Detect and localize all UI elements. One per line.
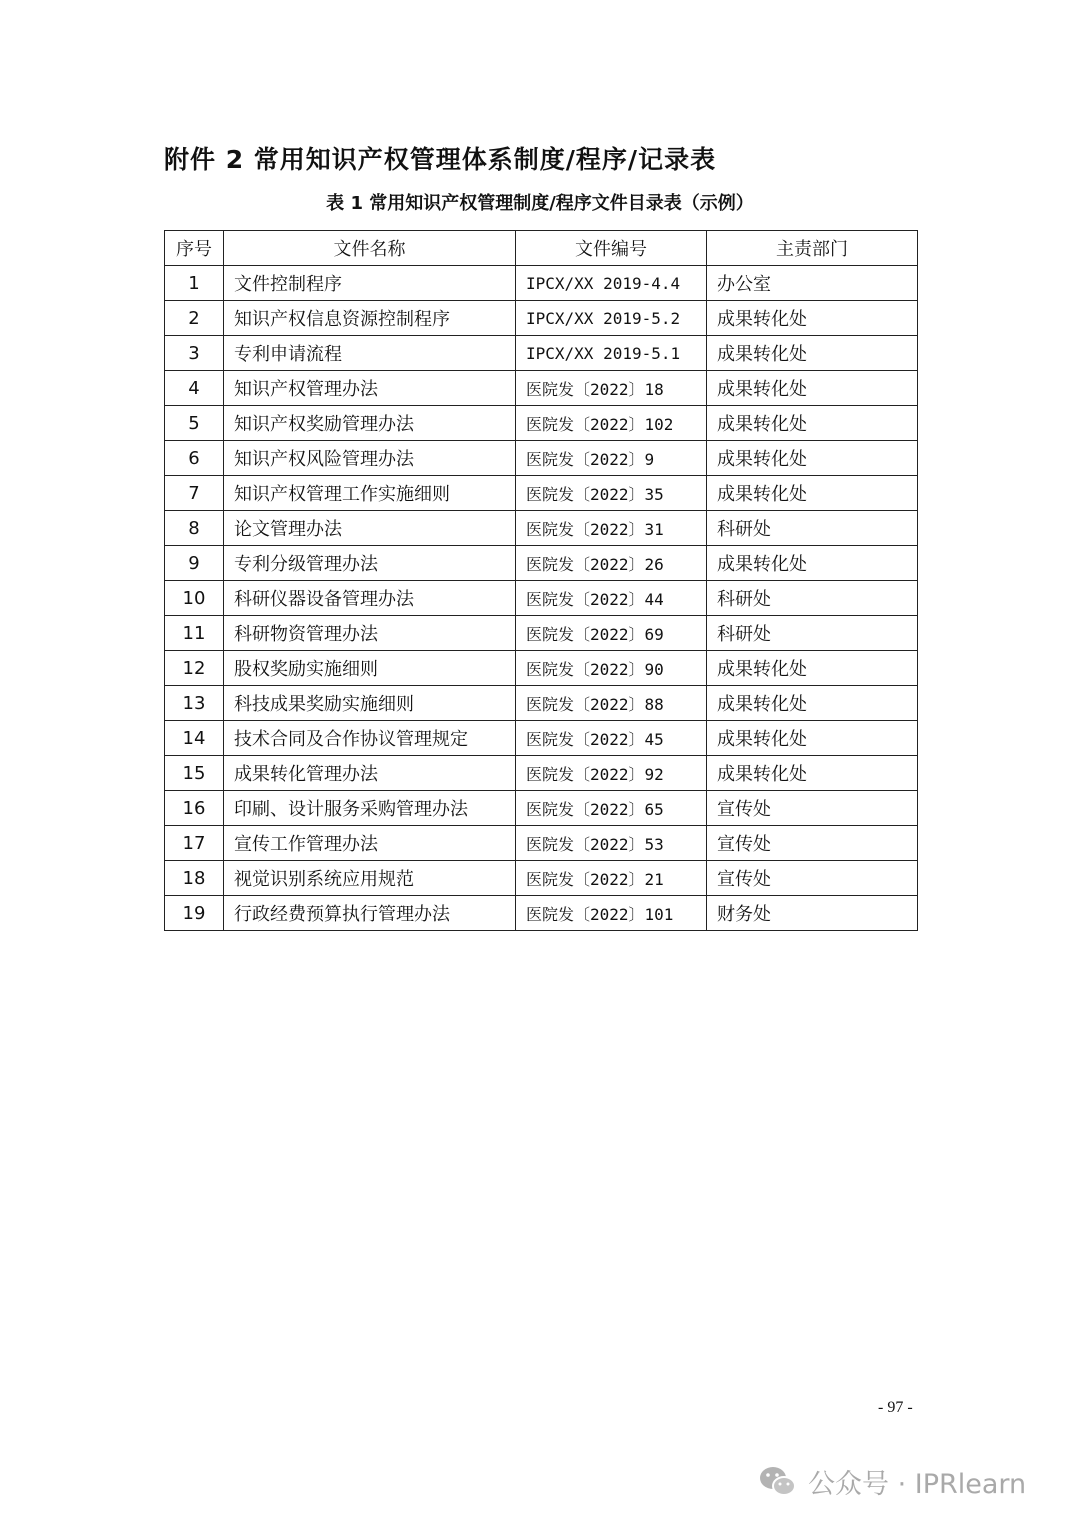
table-caption: 表 1 常用知识产权管理制度/程序文件目录表（示例） (326, 193, 754, 214)
table-row (165, 546, 918, 581)
cell-dept: 成果转化处 (707, 651, 918, 686)
cell-dept: 成果转化处 (707, 336, 918, 371)
cell-name: 科技成果奖励实施细则 (224, 686, 516, 721)
cell-dept: 成果转化处 (707, 686, 918, 721)
cell-code: IPCX/XX 2019-4.4 (516, 266, 707, 301)
page-number: - 97 - (878, 1399, 913, 1416)
cell-dept: 宣传处 (707, 826, 918, 861)
cell-code: 医院发〔2022〕102 (516, 406, 707, 441)
cell-dept: 宣传处 (707, 861, 918, 896)
cell-code: 医院发〔2022〕9 (516, 441, 707, 476)
cell-no: 2 (165, 301, 224, 336)
cell-dept: 宣传处 (707, 791, 918, 826)
cell-no: 18 (165, 861, 224, 896)
cell-code: 医院发〔2022〕53 (516, 826, 707, 861)
cell-no: 19 (165, 896, 224, 931)
cell-dept: 成果转化处 (707, 721, 918, 756)
cell-dept: 办公室 (707, 266, 918, 301)
cell-no: 7 (165, 476, 224, 511)
table-row (165, 896, 918, 931)
table-row (165, 476, 918, 511)
cell-no: 13 (165, 686, 224, 721)
cell-dept: 科研处 (707, 511, 918, 546)
table-row (165, 721, 918, 756)
cell-code: IPCX/XX 2019-5.1 (516, 336, 707, 371)
header-no: 序号 (165, 231, 224, 266)
cell-dept: 科研处 (707, 616, 918, 651)
cell-code: 医院发〔2022〕45 (516, 721, 707, 756)
cell-no: 10 (165, 581, 224, 616)
header-code: 文件编号 (516, 231, 707, 266)
cell-dept: 科研处 (707, 581, 918, 616)
cell-dept: 成果转化处 (707, 546, 918, 581)
cell-code: 医院发〔2022〕21 (516, 861, 707, 896)
table-row (165, 756, 918, 791)
wechat-icon (758, 1465, 798, 1499)
cell-name: 知识产权管理办法 (224, 371, 516, 406)
table-row (165, 336, 918, 371)
cell-no: 12 (165, 651, 224, 686)
cell-code: 医院发〔2022〕88 (516, 686, 707, 721)
table-body (165, 266, 918, 931)
cell-name: 专利分级管理办法 (224, 546, 516, 581)
table-row (165, 406, 918, 441)
cell-dept: 成果转化处 (707, 406, 918, 441)
cell-no: 15 (165, 756, 224, 791)
table-row (165, 371, 918, 406)
cell-code: 医院发〔2022〕31 (516, 511, 707, 546)
table-row (165, 651, 918, 686)
cell-no: 17 (165, 826, 224, 861)
cell-name: 专利申请流程 (224, 336, 516, 371)
cell-code: 医院发〔2022〕44 (516, 581, 707, 616)
table-row (165, 301, 918, 336)
cell-name: 科研物资管理办法 (224, 616, 516, 651)
cell-name: 行政经费预算执行管理办法 (224, 896, 516, 931)
header-dept: 主责部门 (707, 231, 918, 266)
cell-dept: 成果转化处 (707, 371, 918, 406)
cell-name: 股权奖励实施细则 (224, 651, 516, 686)
cell-no: 1 (165, 266, 224, 301)
cell-dept: 成果转化处 (707, 441, 918, 476)
cell-name: 文件控制程序 (224, 266, 516, 301)
header-name: 文件名称 (224, 231, 516, 266)
cell-dept: 成果转化处 (707, 476, 918, 511)
cell-code: 医院发〔2022〕69 (516, 616, 707, 651)
cell-name: 宣传工作管理办法 (224, 826, 516, 861)
table-row (165, 441, 918, 476)
page-heading: 附件 2 常用知识产权管理体系制度/程序/记录表 (164, 145, 717, 174)
cell-name: 技术合同及合作协议管理规定 (224, 721, 516, 756)
cell-code: 医院发〔2022〕26 (516, 546, 707, 581)
table-row (165, 861, 918, 896)
cell-name: 论文管理办法 (224, 511, 516, 546)
table-header-row (165, 231, 918, 266)
cell-name: 成果转化管理办法 (224, 756, 516, 791)
cell-name: 视觉识别系统应用规范 (224, 861, 516, 896)
cell-code: 医院发〔2022〕92 (516, 756, 707, 791)
cell-name: 科研仪器设备管理办法 (224, 581, 516, 616)
cell-code: 医院发〔2022〕101 (516, 896, 707, 931)
cell-no: 3 (165, 336, 224, 371)
table-row (165, 266, 918, 301)
table-row (165, 581, 918, 616)
cell-code: 医院发〔2022〕90 (516, 651, 707, 686)
table-row (165, 826, 918, 861)
cell-no: 6 (165, 441, 224, 476)
cell-code: 医院发〔2022〕35 (516, 476, 707, 511)
cell-no: 4 (165, 371, 224, 406)
cell-no: 5 (165, 406, 224, 441)
watermark (758, 1462, 1026, 1501)
cell-dept: 成果转化处 (707, 756, 918, 791)
cell-code: 医院发〔2022〕65 (516, 791, 707, 826)
table-row (165, 511, 918, 546)
watermark-text: 公众号 · IPRlearn (808, 1469, 1027, 1500)
cell-no: 14 (165, 721, 224, 756)
table-row (165, 791, 918, 826)
cell-code: 医院发〔2022〕18 (516, 371, 707, 406)
cell-name: 知识产权管理工作实施细则 (224, 476, 516, 511)
cell-name: 知识产权信息资源控制程序 (224, 301, 516, 336)
cell-name: 印刷、设计服务采购管理办法 (224, 791, 516, 826)
cell-dept: 财务处 (707, 896, 918, 931)
cell-code: IPCX/XX 2019-5.2 (516, 301, 707, 336)
cell-no: 16 (165, 791, 224, 826)
table-row (165, 686, 918, 721)
cell-no: 8 (165, 511, 224, 546)
cell-name: 知识产权风险管理办法 (224, 441, 516, 476)
cell-dept: 成果转化处 (707, 301, 918, 336)
cell-no: 11 (165, 616, 224, 651)
table-row (165, 616, 918, 651)
document-table (164, 230, 918, 931)
cell-name: 知识产权奖励管理办法 (224, 406, 516, 441)
cell-no: 9 (165, 546, 224, 581)
